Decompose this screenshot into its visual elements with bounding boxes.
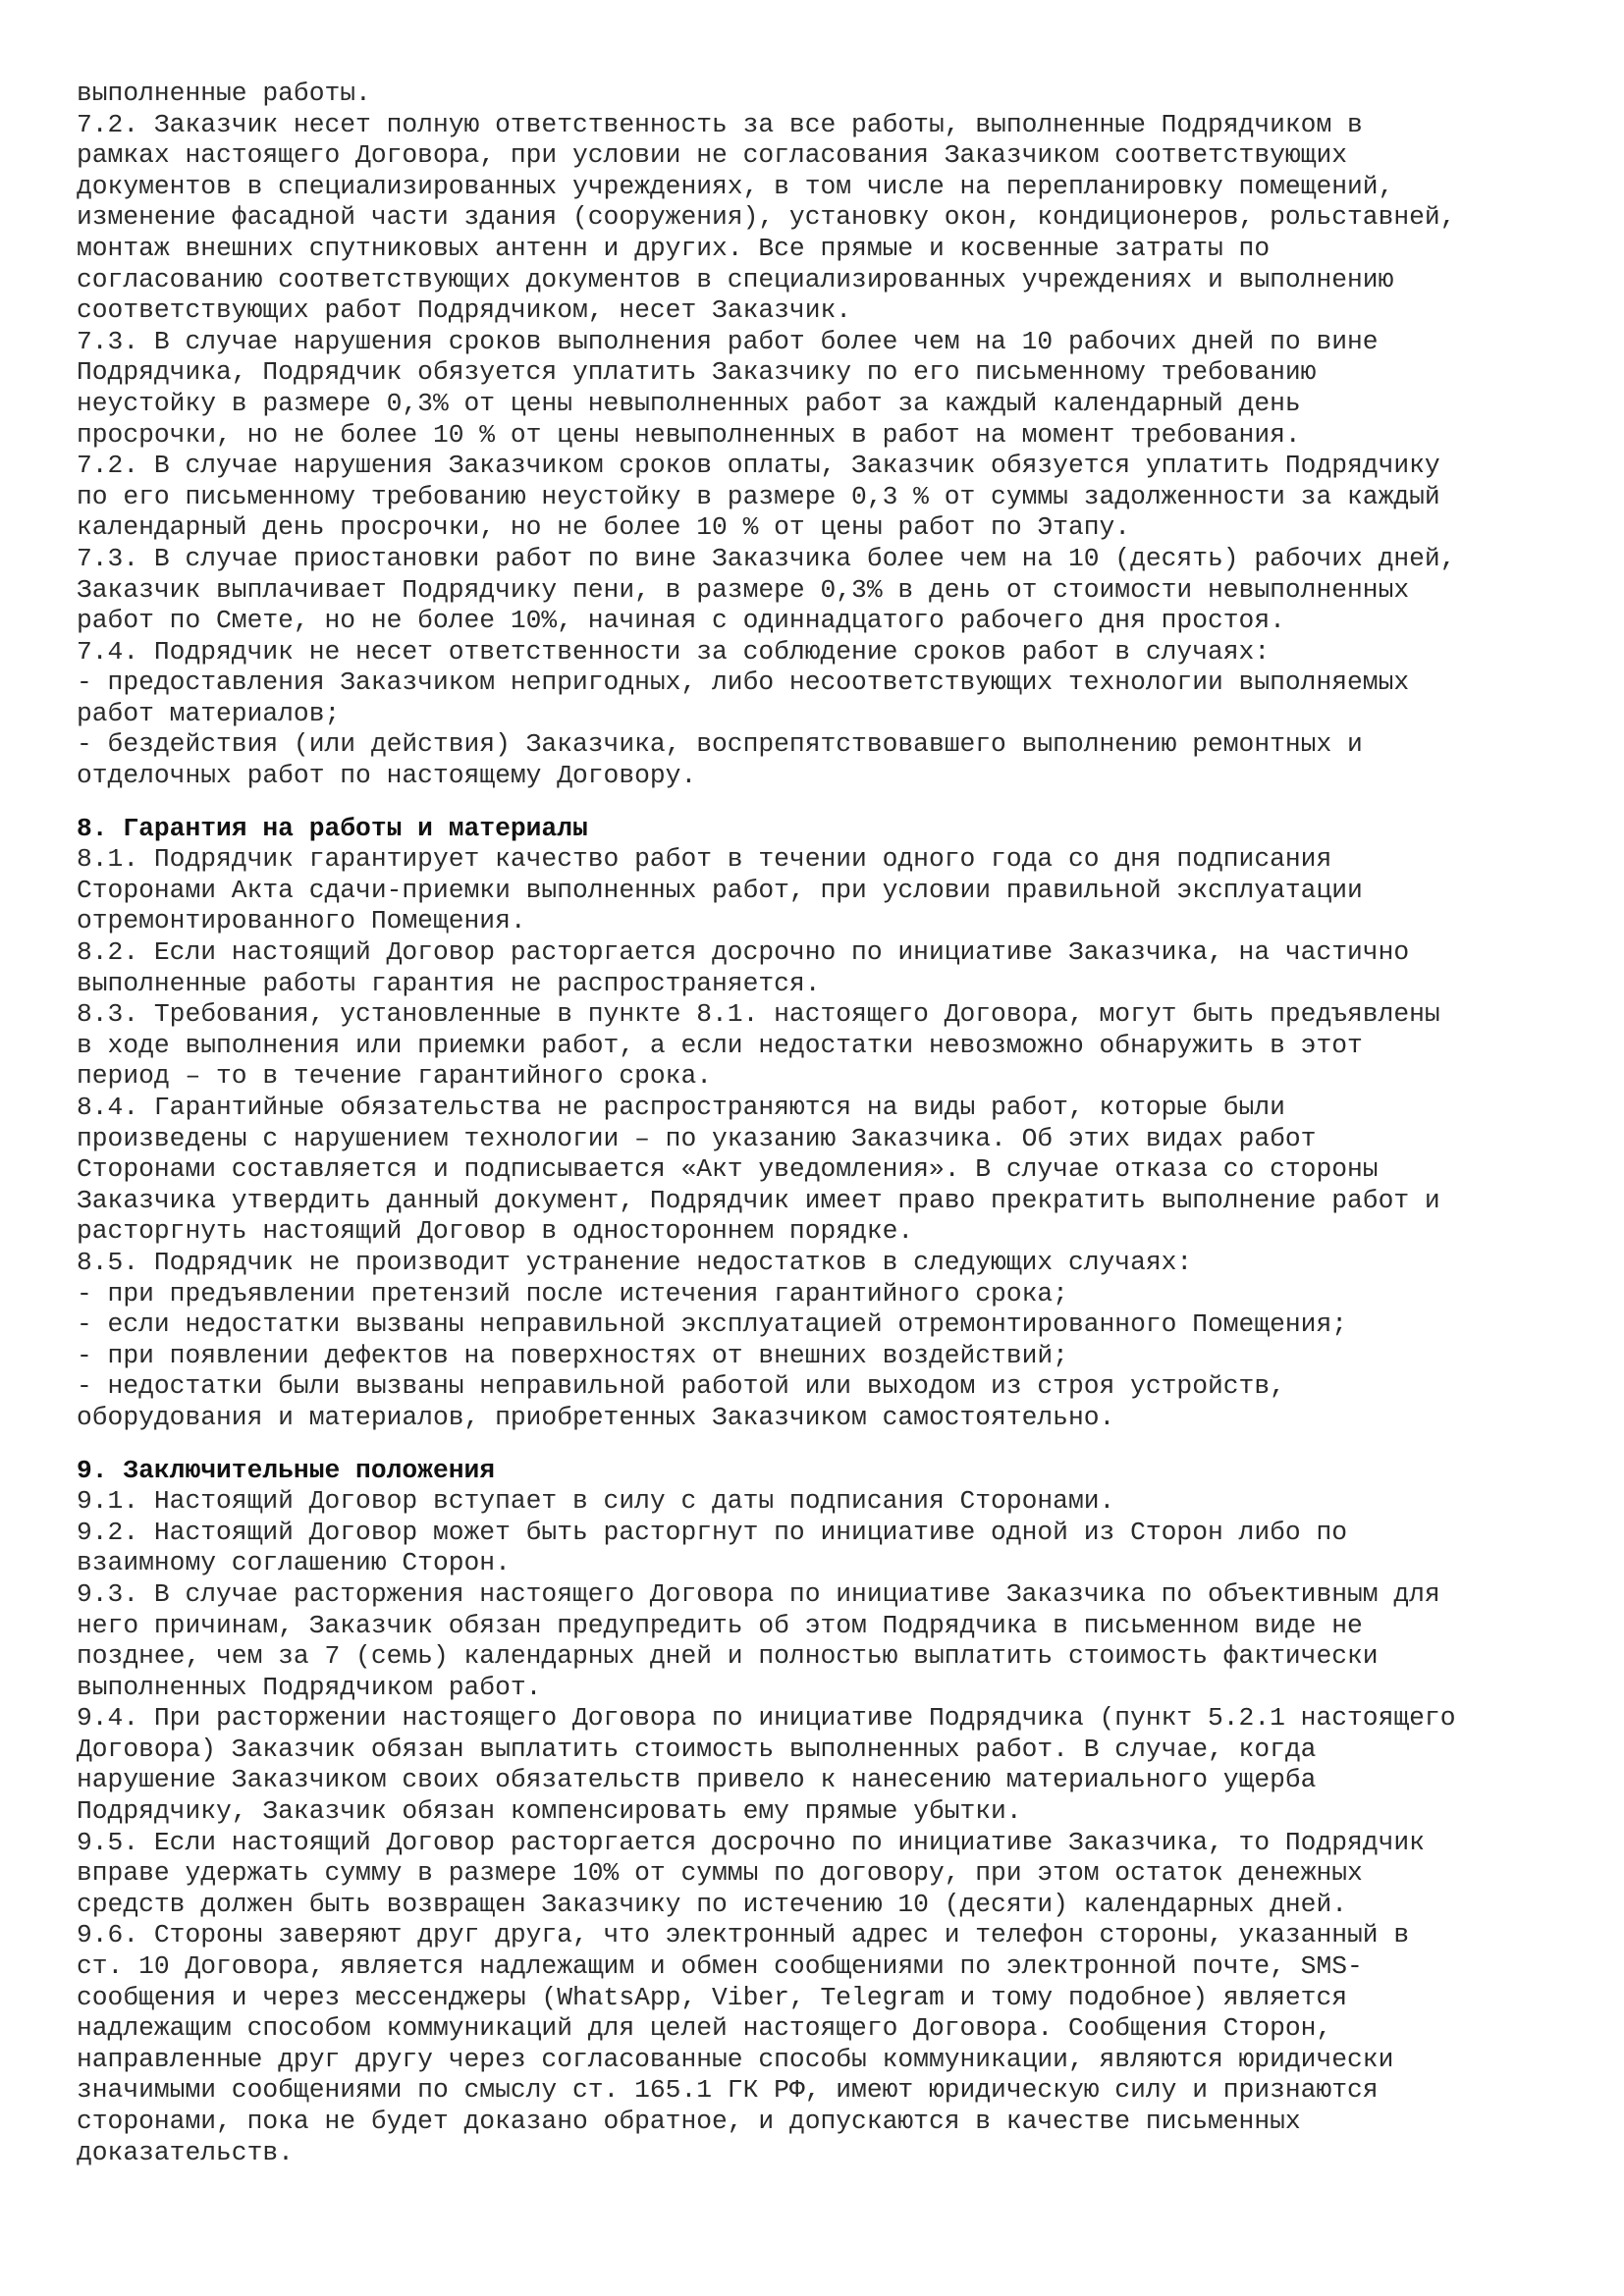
text-line: рамках настоящего Договора, при условии не согласования Заказчиком соответствующих — [77, 140, 1348, 171]
text-line: выполненных Подрядчиком работ. — [77, 1672, 542, 1702]
text-line: 8.3. Требования, установленные в пункте 8.1. настоящего Договора, могут быть предъявлены — [77, 999, 1440, 1030]
section-gap — [77, 1434, 1569, 1456]
text-line: 7.2. Заказчик несет полную ответственность за все работы, выполненные Подрядчиком в — [77, 109, 1363, 139]
text-line: 8.5. Подрядчик не производит устранение недостатков в следующих случаях: — [77, 1247, 1193, 1277]
document-page — [77, 79, 1569, 2168]
section-7-liability — [77, 79, 1569, 792]
text-line: вправе удержать сумму в размере 10% от суммы по договору, при этом остаток денежных — [77, 1858, 1363, 1889]
text-line: надлежащим способом коммуникаций для целей настоящего Договора. Сообщения Сторон, — [77, 2013, 1332, 2044]
text-line: позднее, чем за 7 (семь) календарных дней и полностью выплатить стоимость фактически — [77, 1641, 1379, 1672]
text-line: - если недостатки вызваны неправильной эксплуатацией отремонтированного Помещения; — [77, 1309, 1348, 1340]
text-line: период – то в течение гарантийного срока. — [77, 1061, 713, 1092]
text-line: 8.2. Если настоящий Договор расторгается досрочно по инициативе Заказчика, на частично — [77, 937, 1410, 968]
text-line: выполненные работы гарантия не распространяется. — [77, 968, 821, 998]
text-line: 7.3. В случае приостановки работ по вине Заказчика более чем на 10 (десять) рабочих дней, — [77, 543, 1456, 573]
text-line: средств должен быть возвращен Заказчику по истечению 10 (десяти) календарных дней. — [77, 1889, 1348, 1919]
text-line: работ материалов; — [77, 698, 341, 728]
text-line: произведены с нарушением технологии – по указанию Заказчика. Об этих видах работ — [77, 1123, 1317, 1153]
text-line: отделочных работ по настоящему Договору. — [77, 761, 697, 791]
text-line: изменение фасадной части здания (сооружения), установку окон, кондиционеров, рольставней, — [77, 202, 1456, 233]
text-line: просрочки, но не более 10 % от цены невыполненных в работ на момент требования. — [77, 419, 1301, 450]
text-line: календарный день просрочки, но не более 10 % от цены работ по Этапу. — [77, 512, 1131, 543]
text-line: взаимному соглашению Сторон. — [77, 1548, 511, 1578]
text-line: Подрядчику, Заказчик обязан компенсировать ему прямые убытки. — [77, 1796, 1022, 1827]
text-line: Сторонами составляется и подписывается «Акт уведомления». В случае отказа со стороны — [77, 1154, 1379, 1185]
text-line: 9.6. Стороны заверяют друг друга, что электронный адрес и телефон стороны, указанный в — [77, 1920, 1410, 1950]
text-line: расторгнуть настоящий Договор в одностороннем порядке. — [77, 1216, 914, 1247]
text-line: выполненные работы. — [77, 79, 371, 108]
text-line: него причинам, Заказчик обязан предупредить об этом Подрядчика в письменном виде не — [77, 1610, 1363, 1640]
text-line: 7.3. В случае нарушения сроков выполнения работ более чем на 10 рабочих дней по вине — [77, 326, 1379, 356]
text-line: Подрядчика, Подрядчик обязуется уплатить Заказчику по его письменному требованию — [77, 357, 1317, 388]
text-line: - предоставления Заказчиком непригодных, либо несоответствующих технологии выполняемых — [77, 667, 1410, 698]
text-line: ст. 10 Договора, является надлежащим и обмен сообщениями по электронной почте, SMS- — [77, 1951, 1363, 1982]
section-8-warranty — [77, 844, 1569, 1433]
text-line: - при появлении дефектов на поверхностях от внешних воздействий; — [77, 1340, 1068, 1370]
section-9-final-provisions — [77, 1486, 1569, 2168]
section-8-heading: 8. Гарантия на работы и материалы — [77, 813, 588, 843]
text-line: 9.3. В случае расторжения настоящего Договора по инициативе Заказчика по объективным для — [77, 1578, 1440, 1609]
text-line: - бездействия (или действия) Заказчика, воспрепятствовавшего выполнению ремонтных и — [77, 729, 1363, 760]
text-line: соответствующих работ Подрядчиком, несет Заказчик. — [77, 295, 852, 326]
text-line: нарушение Заказчиком своих обязательств привело к нанесению материального ущерба — [77, 1765, 1317, 1795]
text-line: доказательств. — [77, 2137, 294, 2167]
text-line: сторонами, пока не будет доказано обратное, и допускаются в качестве письменных — [77, 2107, 1301, 2136]
text-line: Заказчик выплачивает Подрядчику пени, в размере 0,3% в день от стоимости невыполненных — [77, 574, 1410, 605]
text-line: согласованию соответствующих документов в специализированных учреждениях и выполнению — [77, 264, 1394, 294]
text-line: Заказчика утвердить данный документ, Подрядчик имеет право прекратить выполнение работ и — [77, 1185, 1440, 1215]
text-line: значимыми сообщениями по смыслу ст. 165.1 ГК РФ, имеют юридическую силу и признаются — [77, 2075, 1379, 2106]
text-line: сообщения и через мессенджеры (WhatsApp, Viber, Telegram и тому подобное) является — [77, 1982, 1348, 2012]
text-line: неустойку в размере 0,3% от цены невыполненных работ за каждый календарный день — [77, 388, 1301, 418]
text-line: Сторонами Акта сдачи-приемки выполненных работ, при условии правильной эксплуатации — [77, 875, 1363, 905]
text-line: по его письменному требованию неустойку в размере 0,3 % от суммы задолженности за каждый — [77, 481, 1440, 511]
text-line: отремонтированного Помещения. — [77, 906, 526, 936]
text-line: направленные друг другу через согласованные способы коммуникации, являются юридически — [77, 2044, 1394, 2074]
text-line: - недостатки были вызваны неправильной работой или выходом из строя устройств, — [77, 1371, 1285, 1402]
text-line: 9.4. При расторжении настоящего Договора по инициативе Подрядчика (пункт 5.2.1 настоящего — [77, 1703, 1456, 1734]
text-line: работ по Смете, но не более 10%, начиная с одиннадцатого рабочего дня простоя. — [77, 606, 1285, 636]
text-line: 7.2. В случае нарушения Заказчиком сроков оплаты, Заказчик обязуется уплатить Подрядчику — [77, 451, 1440, 481]
text-line: Договора) Заказчик обязан выплатить стоимость выполненных работ. В случае, когда — [77, 1734, 1317, 1764]
text-line: оборудования и материалов, приобретенных Заказчиком самостоятельно. — [77, 1402, 1115, 1432]
text-line: монтаж внешних спутниковых антенн и других. Все прямые и косвенные затраты по — [77, 233, 1271, 263]
text-line: 9.5. Если настоящий Договор расторгается досрочно по инициативе Заказчика, то Подрядчик — [77, 1827, 1425, 1857]
text-line: в ходе выполнения или приемки работ, а если недостатки невозможно обнаружить в этот — [77, 1030, 1363, 1060]
text-line: 7.4. Подрядчик не несет ответственности за соблюдение сроков работ в случаях: — [77, 636, 1271, 667]
text-line: 8.4. Гарантийные обязательства не распространяются на виды работ, которые были — [77, 1093, 1285, 1122]
section-9-heading: 9. Заключительные положения — [77, 1455, 496, 1485]
text-line: документов в специализированных учреждениях, в том числе на перепланировку помещений, — [77, 171, 1394, 201]
text-line: 9.2. Настоящий Договор может быть расторгнут по инициативе одной из Сторон либо по — [77, 1517, 1348, 1547]
text-line: - при предъявлении претензий после истечения гарантийного срока; — [77, 1278, 1068, 1308]
text-line: 9.1. Настоящий Договор вступает в силу с даты подписания Сторонами. — [77, 1486, 1115, 1517]
text-line: 8.1. Подрядчик гарантирует качество работ в течении одного года со дня подписания — [77, 844, 1332, 875]
section-gap — [77, 792, 1569, 814]
